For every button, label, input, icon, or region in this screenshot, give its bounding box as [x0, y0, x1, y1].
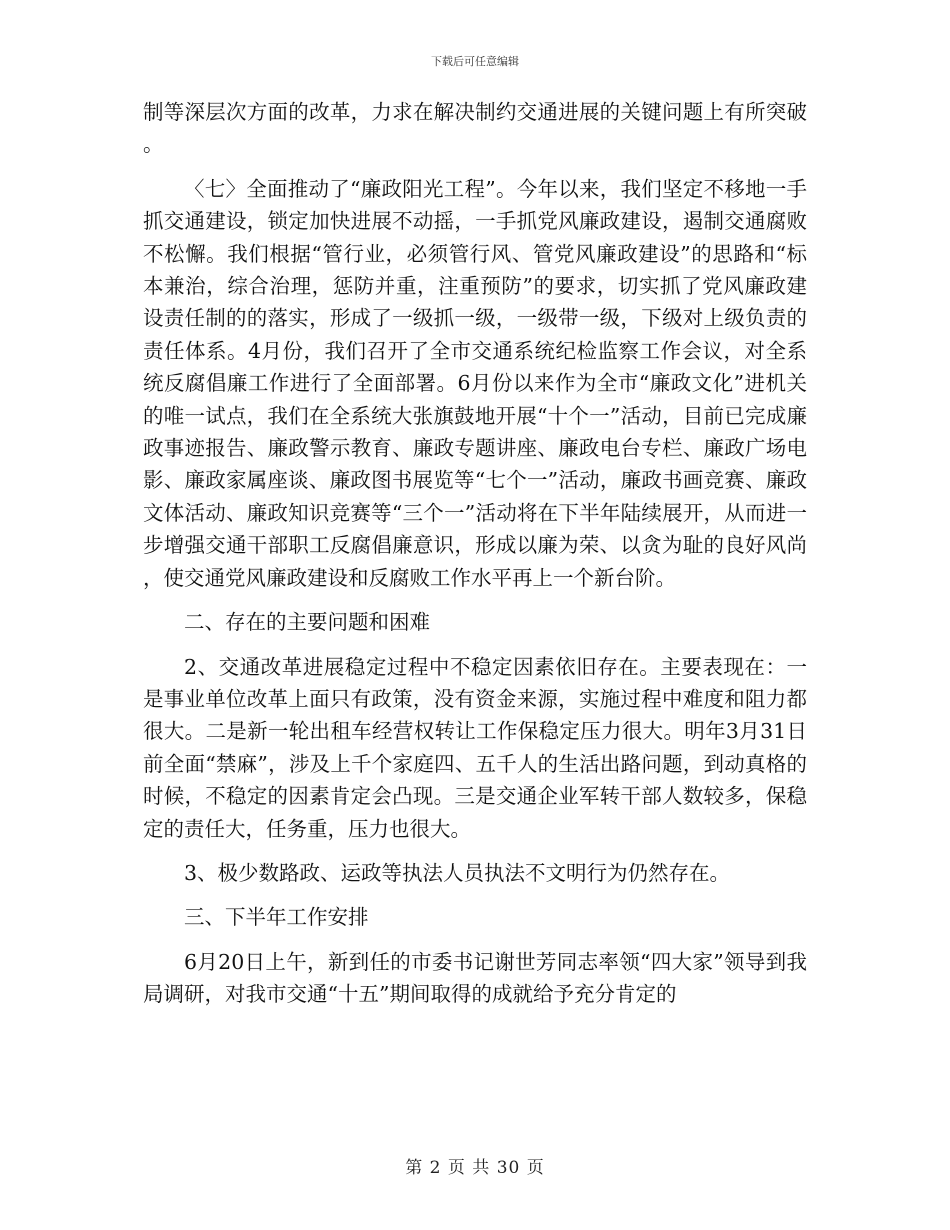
- paragraph-spacer: [143, 934, 807, 946]
- paragraph-instability: 2、交通改革进展稳定过程中不稳定因素依旧存在。主要表现在：一是事业单位改革上面只有政策，没有资金来源，实施过程中难度和阻力都很大。二是新一轮出租车经营权转让工作保稳定压力很大。明年3月31日前全面“禁麻”，涉及上千个家庭四、五千人的生活出路问题，到动真格的时候，不稳定的因素肯定会凸现。三是交通企业军转干部人数较多，保稳定的责任大，任务重，压力也很大。: [143, 654, 807, 841]
- page-number-footer: 第 2 页 共 30 页: [405, 1158, 545, 1178]
- page-header: 下载后可任意编辑: [431, 55, 519, 68]
- paragraph-spacer: [143, 889, 807, 901]
- paragraph-spacer: [143, 845, 807, 857]
- paragraph-spacer: [143, 594, 807, 606]
- paragraph-continuation: 制等深层次方面的改革，力求在解决制约交通进展的关键问题上有所突破。: [143, 100, 807, 157]
- paragraph-spacer: [143, 639, 807, 651]
- section-heading-plan: 三、下半年工作安排: [184, 905, 369, 930]
- section-heading-problems: 二、存在的主要问题和困难: [184, 610, 430, 635]
- document-body: [143, 96, 807, 1011]
- paragraph-anti-corruption: 〈七〉全面推动了“廉政阳光工程”。今年以来，我们坚定不移地一手抓交通建设，锁定加快进展不动摇，一手抓党风廉政建设，遏制交通腐败不松懈。我们根据“管行业，必须管行风、管党风廉政建设”的思路和“标本兼治，综合治理，惩防并重，注重预防”的要求，切实抓了党风廉政建设责任制的的落实，形成了一级抓一级，一级带一级，下级对上级负责的责任体系。4月份，我们召开了全市交通系统纪检监察工作会议，对全系统反腐倡廉工作进行了全面部署。6月份以来作为全市“廉政文化”进机关的唯一试点，我们在全系统大张旗鼓地开展“十个一”活动，目前已完成廉政事迹报告、廉政警示教育、廉政专题讲座、廉政电台专栏、廉政广场电影、廉政家属座谈、廉政图书展览等“七个一”活动，廉政书画竞赛、廉政文体活动、廉政知识竞赛等“三个一”活动将在下半年陆续展开，从而进一步增强交通干部职工反腐倡廉意识，形成以廉为荣、以贪为耻的良好风尚，使交通党风廉政建设和反腐败工作水平再上一个新台阶。: [143, 176, 807, 590]
- paragraph-spacer: [143, 161, 807, 173]
- paragraph-law-enforcement: 3、极少数路政、运政等执法人员执法不文明行为仍然存在。: [184, 860, 731, 885]
- paragraph-june-visit: 6月20日上午，新到任的市委书记谢世芳同志率领“四大家”领导到我局调研，对我市交通“十五”期间取得的成就给予充分肯定的: [143, 949, 807, 1007]
